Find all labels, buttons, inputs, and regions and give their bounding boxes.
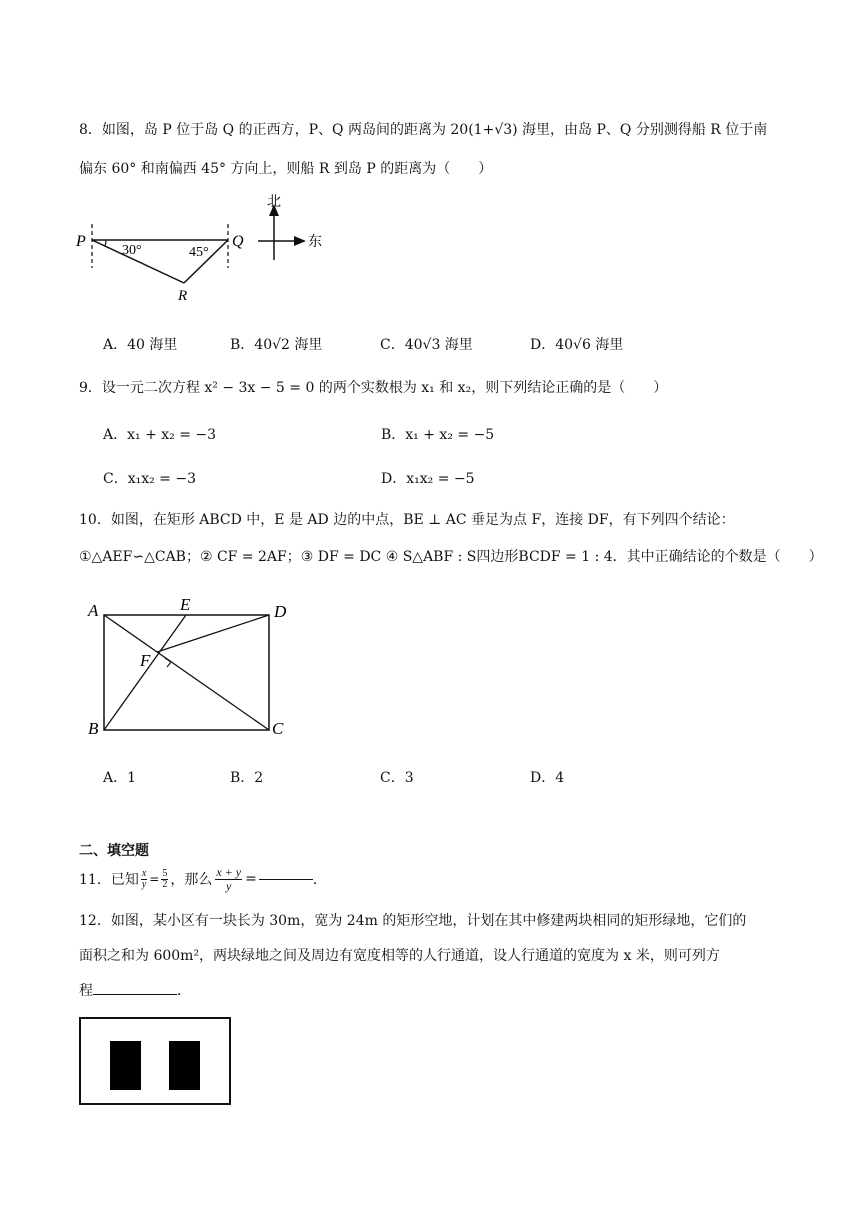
q10-option-b: B．2	[230, 770, 264, 786]
q12-answer-blank[interactable]	[93, 994, 177, 995]
q11-mid: ，那么	[170, 872, 213, 888]
q12-stem-line1: 12．如图，某小区有一块长为 30m，宽为 24m 的矩形空地，计划在其中修建两块相同的矩形绿地，它们的	[79, 913, 747, 929]
segment-df	[157, 615, 269, 652]
label-angle-30: 30°	[122, 243, 142, 258]
q8-option-c: C．40√3 海里	[380, 337, 473, 353]
label-north: 北	[267, 195, 281, 210]
east-arrow-icon	[294, 236, 306, 246]
label-e: E	[180, 595, 191, 614]
q12-stem-line2: 面积之和为 600m²，两块绿地之间及周边有宽度相等的人行通道，设人行通道的宽度为 x 米，则可列方	[79, 948, 720, 964]
q11-line: 11．已知 $\frac{x}{y}$ = $\frac{5}{2}$ ，那么 $\frac{x + y}{y}$ = ．	[79, 864, 327, 893]
q11-fraction-5-over-2: $\frac{5}{2}$	[162, 867, 168, 890]
q8-stem-line1: 8．如图，岛 P 位于岛 Q 的正西方，P、Q 两岛间的距离为 20(1+√3) 海里，由岛 P、Q 分别测得船 R 位于南	[79, 122, 768, 138]
q8-stem-line2: 偏东 60° 和南偏西 45° 方向上，则船 R 到岛 P 的距离为（ ）	[79, 161, 493, 177]
q11-answer-blank[interactable]	[259, 879, 313, 880]
label-q: Q	[232, 233, 244, 250]
right-angle-mark	[165, 658, 171, 667]
label-angle-45: 45°	[189, 245, 209, 260]
q9-option-d: D．x₁x₂ = −5	[381, 471, 475, 487]
q10-stem-line1: 10．如图，在矩形 ABCD 中，E 是 AD 边的中点，BE ⊥ AC 垂足为点 F，连接 DF，有下列四个结论：	[79, 512, 735, 528]
q12-stem-line3: 程 ．	[79, 983, 191, 999]
q9-option-b: B．x₁ + x₂ = −5	[381, 427, 495, 443]
label-p: P	[76, 233, 86, 250]
q12-figure	[78, 1016, 234, 1108]
green-plot-right	[169, 1041, 200, 1090]
q10-figure	[80, 590, 300, 745]
q8-option-d: D．40√6 海里	[530, 337, 624, 353]
q9-option-a: A．x₁ + x₂ = −3	[103, 427, 217, 443]
label-b: B	[88, 719, 99, 738]
q11-prefix: 11．已知	[79, 872, 139, 888]
label-c: C	[272, 719, 284, 738]
q11-fraction-sum-over-y: $\frac{x + y}{y}$	[216, 864, 242, 893]
q10-stem-line2: ①△AEF∽△CAB；② CF = 2AF；③ DF = DC ④ S△ABF : S四边形BCDF = 1 : 4．其中正确结论的个数是（ ）	[79, 549, 823, 565]
label-east: 东	[308, 235, 322, 250]
segment-be	[104, 615, 186, 730]
label-f: F	[140, 651, 151, 670]
label-d: D	[274, 602, 287, 621]
q10-option-d: D．4	[530, 770, 565, 786]
q8-option-a: A．40 海里	[103, 337, 178, 353]
q8-option-b: B．40√2 海里	[230, 337, 323, 353]
q10-option-a: A．1	[103, 770, 137, 786]
green-plot-left	[110, 1041, 141, 1090]
q10-option-c: C．3	[380, 770, 414, 786]
q9-option-c: C．x₁x₂ = −3	[103, 471, 196, 487]
diagonal-ac	[104, 615, 269, 730]
q11-fraction-x-over-y: $\frac{x}{y}$	[141, 867, 147, 890]
q8-figure	[70, 188, 340, 308]
label-r: R	[178, 288, 188, 304]
section-title: 二、填空题	[79, 843, 149, 859]
label-a: A	[88, 601, 99, 620]
q9-stem: 9．设一元二次方程 x² − 3x − 5 = 0 的两个实数根为 x₁ 和 x₂，则下列结论正确的是（ ）	[79, 380, 668, 396]
empty-lot-rectangle	[80, 1018, 230, 1104]
